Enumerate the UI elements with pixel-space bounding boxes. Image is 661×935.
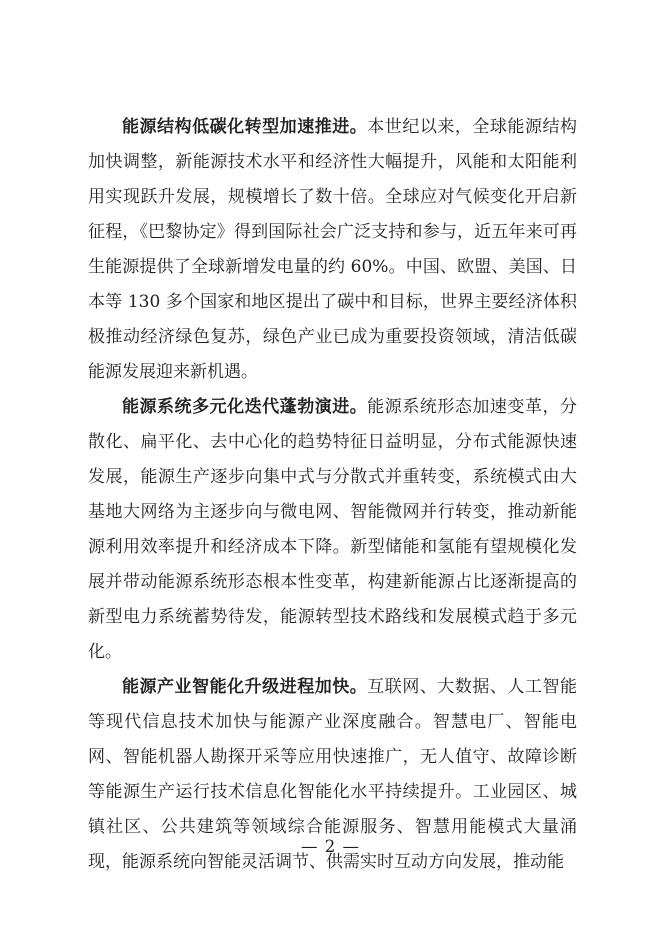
document-body [88,110,577,880]
paragraph-energy-structure [88,110,577,390]
paragraph-lead: 能源结构低碳化转型加速推进。 [122,117,368,137]
paragraph-lead: 能源系统多元化迭代蓬勃演进。 [122,397,368,417]
page-number: — 2 — [301,837,360,856]
paragraph-text: 互联网、大数据、人工智能等现代信息技术加快与能源产业深度融合。智慧电厂、智能电网、智能机器人勘探开采等应用快速推广，无人值守、故障诊断等能源生产运行技术信息化智能化水平持续提升。工业园区、城镇社区、公共建筑等领域综合能源服务、智慧用能模式大量涌现，能源系统向智能灵活调节、供需实时互动方向发展，推动能 [88,677,578,872]
paragraph-text: 能源系统形态加速变革，分散化、扁平化、去中心化的趋势特征日益明显，分布式能源快速发展，能源生产逐步向集中式与分散式并重转变，系统模式由大基地大网络为主逐步向与微电网、智能微网并行转变，推动新能源利用效率提升和经济成本下降。新型储能和氢能有望规模化发展并带动能源系统形态根本性变革，构建新能源占比逐渐提高的新型电力系统蓄势待发，能源转型技术路线和发展模式趋于多元化。 [88,397,578,662]
paragraph-text: 本世纪以来，全球能源结构加快调整，新能源技术水平和经济性大幅提升，风能和太阳能利用实现跃升发展，规模增长了数十倍。全球应对气候变化开启新征程，《巴黎协定》得到国际社会广泛支持和参与，近五年来可再生能源提供了全球新增发电量的约 60%。中国、欧盟、美国、日本等 130 多个国家和地区提出了碳中和目标，世界主要经济体积极推动经济绿色复苏，绿色产业已成为重要投资领域，清洁低碳能源发展迎来新机遇。 [88,117,578,382]
paragraph-lead: 能源产业智能化升级进程加快。 [122,677,368,697]
paragraph-energy-system [88,390,577,670]
